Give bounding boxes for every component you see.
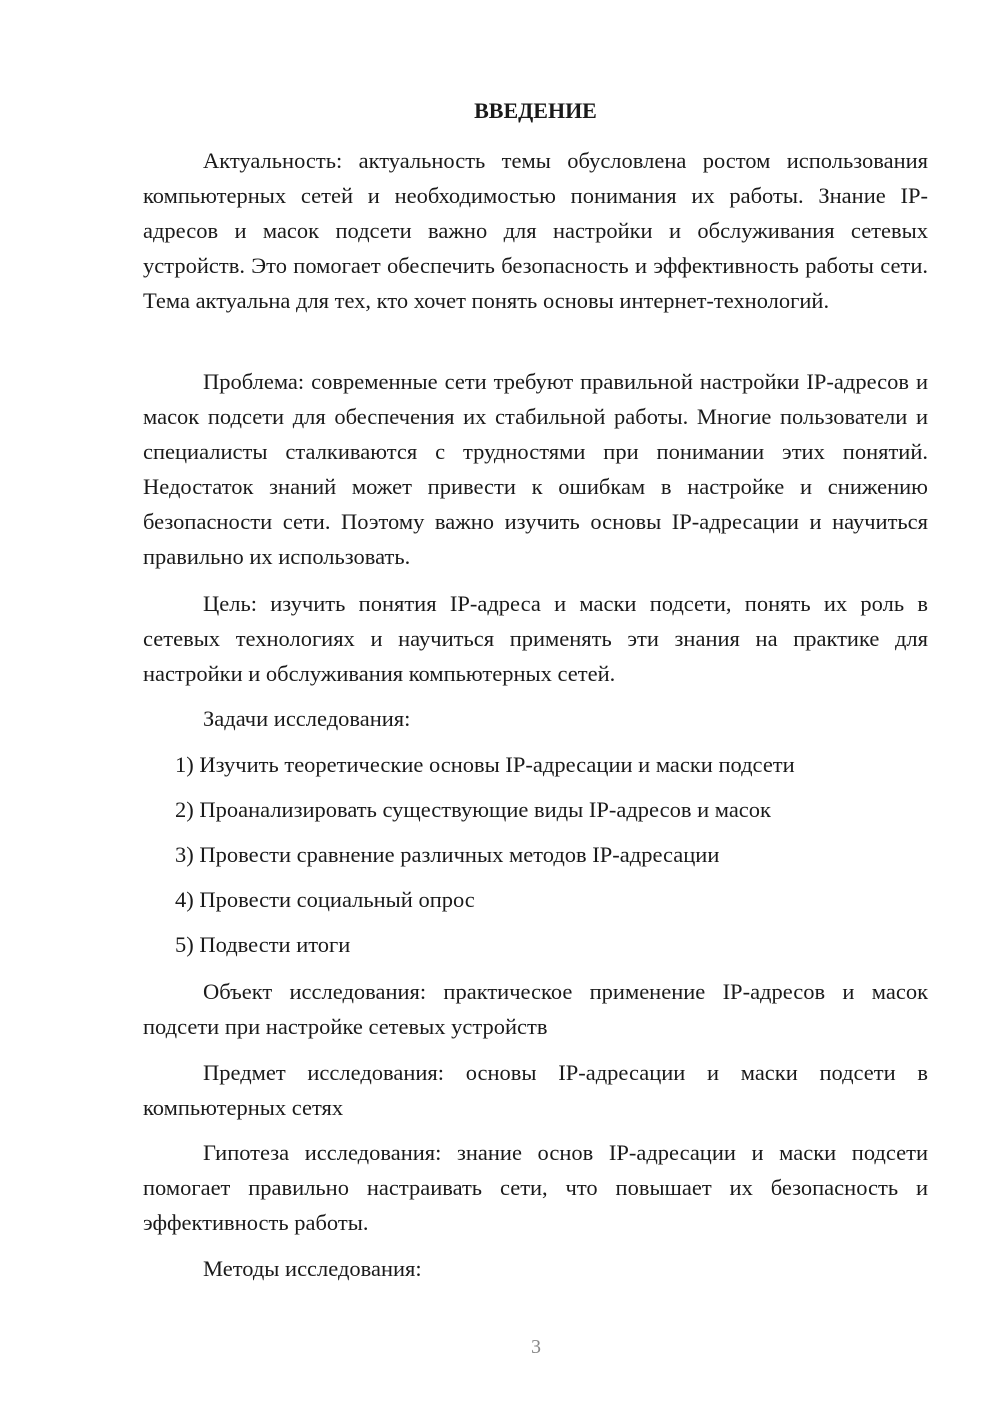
task-item-3: 3) Провести сравнение различных методов IP-адресации xyxy=(175,842,720,867)
task-item-2: 2) Проанализировать существующие виды IP-адресов и масок xyxy=(175,797,771,822)
section-title: ВВЕДЕНИЕ xyxy=(474,98,597,123)
object-paragraph: Объект исследования: практическое применение IP-адресов и масок подсети при настройке сетевых устройств xyxy=(143,979,928,1039)
tasks-heading: Задачи исследования: xyxy=(203,706,411,731)
hypothesis-paragraph: Гипотеза исследования: знание основ IP-адресации и маски подсети помогает правильно настраивать сети, что повышает их безопасность и эффективность работы. xyxy=(143,1140,928,1235)
task-item-1: 1) Изучить теоретические основы IP-адресации и маски подсети xyxy=(175,752,795,777)
task-item-4: 4) Провести социальный опрос xyxy=(175,887,475,912)
page-number: 3 xyxy=(531,1336,541,1358)
goal-paragraph: Цель: изучить понятия IP-адреса и маски подсети, понять их роль в сетевых технологиях и научиться применять эти знания на практике для настройки и обслуживания компьютерных сетей. xyxy=(143,591,928,686)
subject-paragraph: Предмет исследования: основы IP-адресации и маски подсети в компьютерных сетях xyxy=(143,1060,928,1120)
task-item-5: 5) Подвести итоги xyxy=(175,932,351,957)
problem-paragraph: Проблема: современные сети требуют правильной настройки IP-адресов и масок подсети для обеспечения их стабильной работы. Многие пользователи и специалисты сталкиваются с трудностями при понимании этих понятий. Недостаток знаний может привести к ошибкам в настройке и снижению безопасности сети. Поэтому важно изучить основы IP-адресации и научиться правильно их использовать. xyxy=(143,369,928,569)
relevance-paragraph: Актуальность: актуальность темы обусловлена ростом использования компьютерных сетей и необходимостью понимания их работы. Знание IP-адресов и масок подсети важно для настройки и обслуживания сетевых устройств. Это помогает обеспечить безопасность и эффективность работы сети. Тема актуальна для тех, кто хочет понять основы интернет-технологий. xyxy=(143,148,928,313)
methods-heading: Методы исследования: xyxy=(203,1256,422,1281)
